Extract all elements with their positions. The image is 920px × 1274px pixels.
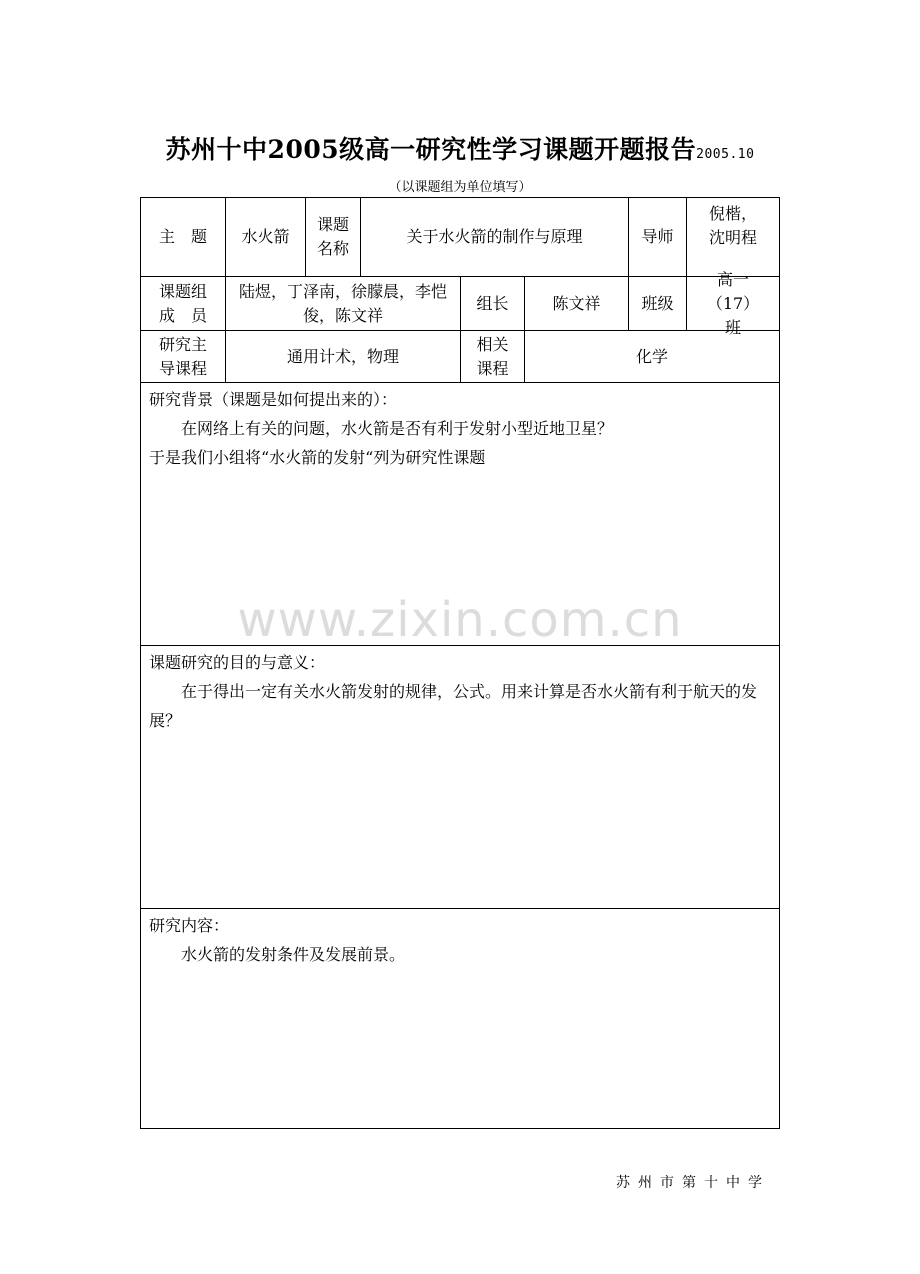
row-members xyxy=(141,269,779,337)
background-line-2: 于是我们小组将“水火箭的发射“列为研究性课题 xyxy=(149,448,486,467)
class-value: 高一（17） 班 xyxy=(706,269,760,337)
advisor-label: 导师 xyxy=(629,198,687,276)
school-footer: 苏州市第十中学 xyxy=(616,1175,770,1191)
report-title xyxy=(0,130,920,166)
title-main: 苏州十中2005级高一研究性学习课题开题报告 xyxy=(165,135,697,164)
purpose-line-1: 在于得出一定有关水火箭发射的规律，公式。用来计算是否水火箭有利于航天的发展？ xyxy=(149,682,758,730)
course-value: 通用计术，物理 xyxy=(226,331,461,382)
members-label: 课题组 成 员 xyxy=(141,277,226,330)
name-label: 课题 名称 xyxy=(306,198,361,276)
form-subtitle: （以课题组为单位填写） xyxy=(388,180,532,195)
topic-value: 水火箭 xyxy=(226,198,306,276)
course-label: 研究主 导课程 xyxy=(141,331,226,382)
row-topic xyxy=(141,198,779,277)
topic-label: 主 题 xyxy=(141,198,226,276)
title-date: 2005.10 xyxy=(696,147,755,162)
report-table xyxy=(140,197,780,1129)
row-courses xyxy=(141,331,779,383)
name-value: 关于水火箭的制作与原理 xyxy=(361,198,629,276)
advisor-value: 倪楷， 沈明程 xyxy=(708,204,757,247)
section-content xyxy=(141,909,779,1128)
watermark-text: www.zixin.com.cn xyxy=(237,592,683,648)
section-purpose xyxy=(141,646,779,909)
related-value: 化学 xyxy=(635,346,668,366)
leader-value: 陈文祥 xyxy=(525,277,629,330)
content-heading: 研究内容： xyxy=(149,916,230,935)
class-label: 班级 xyxy=(629,277,687,330)
content-line-1: 水火箭的发射条件及发展前景。 xyxy=(181,945,406,964)
related-label: 相关 课程 xyxy=(461,331,525,382)
leader-label: 组长 xyxy=(461,277,525,330)
background-heading: 研究背景（课题是如何提出来的）： xyxy=(149,390,398,409)
background-line-1: 在网络上有关的问题，水火箭是否有利于发射小型近地卫星？ xyxy=(181,419,614,438)
members-value: 陆煜，丁泽南，徐朦晨，李恺俊，陈文祥 xyxy=(226,277,461,330)
purpose-heading: 课题研究的目的与意义： xyxy=(149,653,326,672)
